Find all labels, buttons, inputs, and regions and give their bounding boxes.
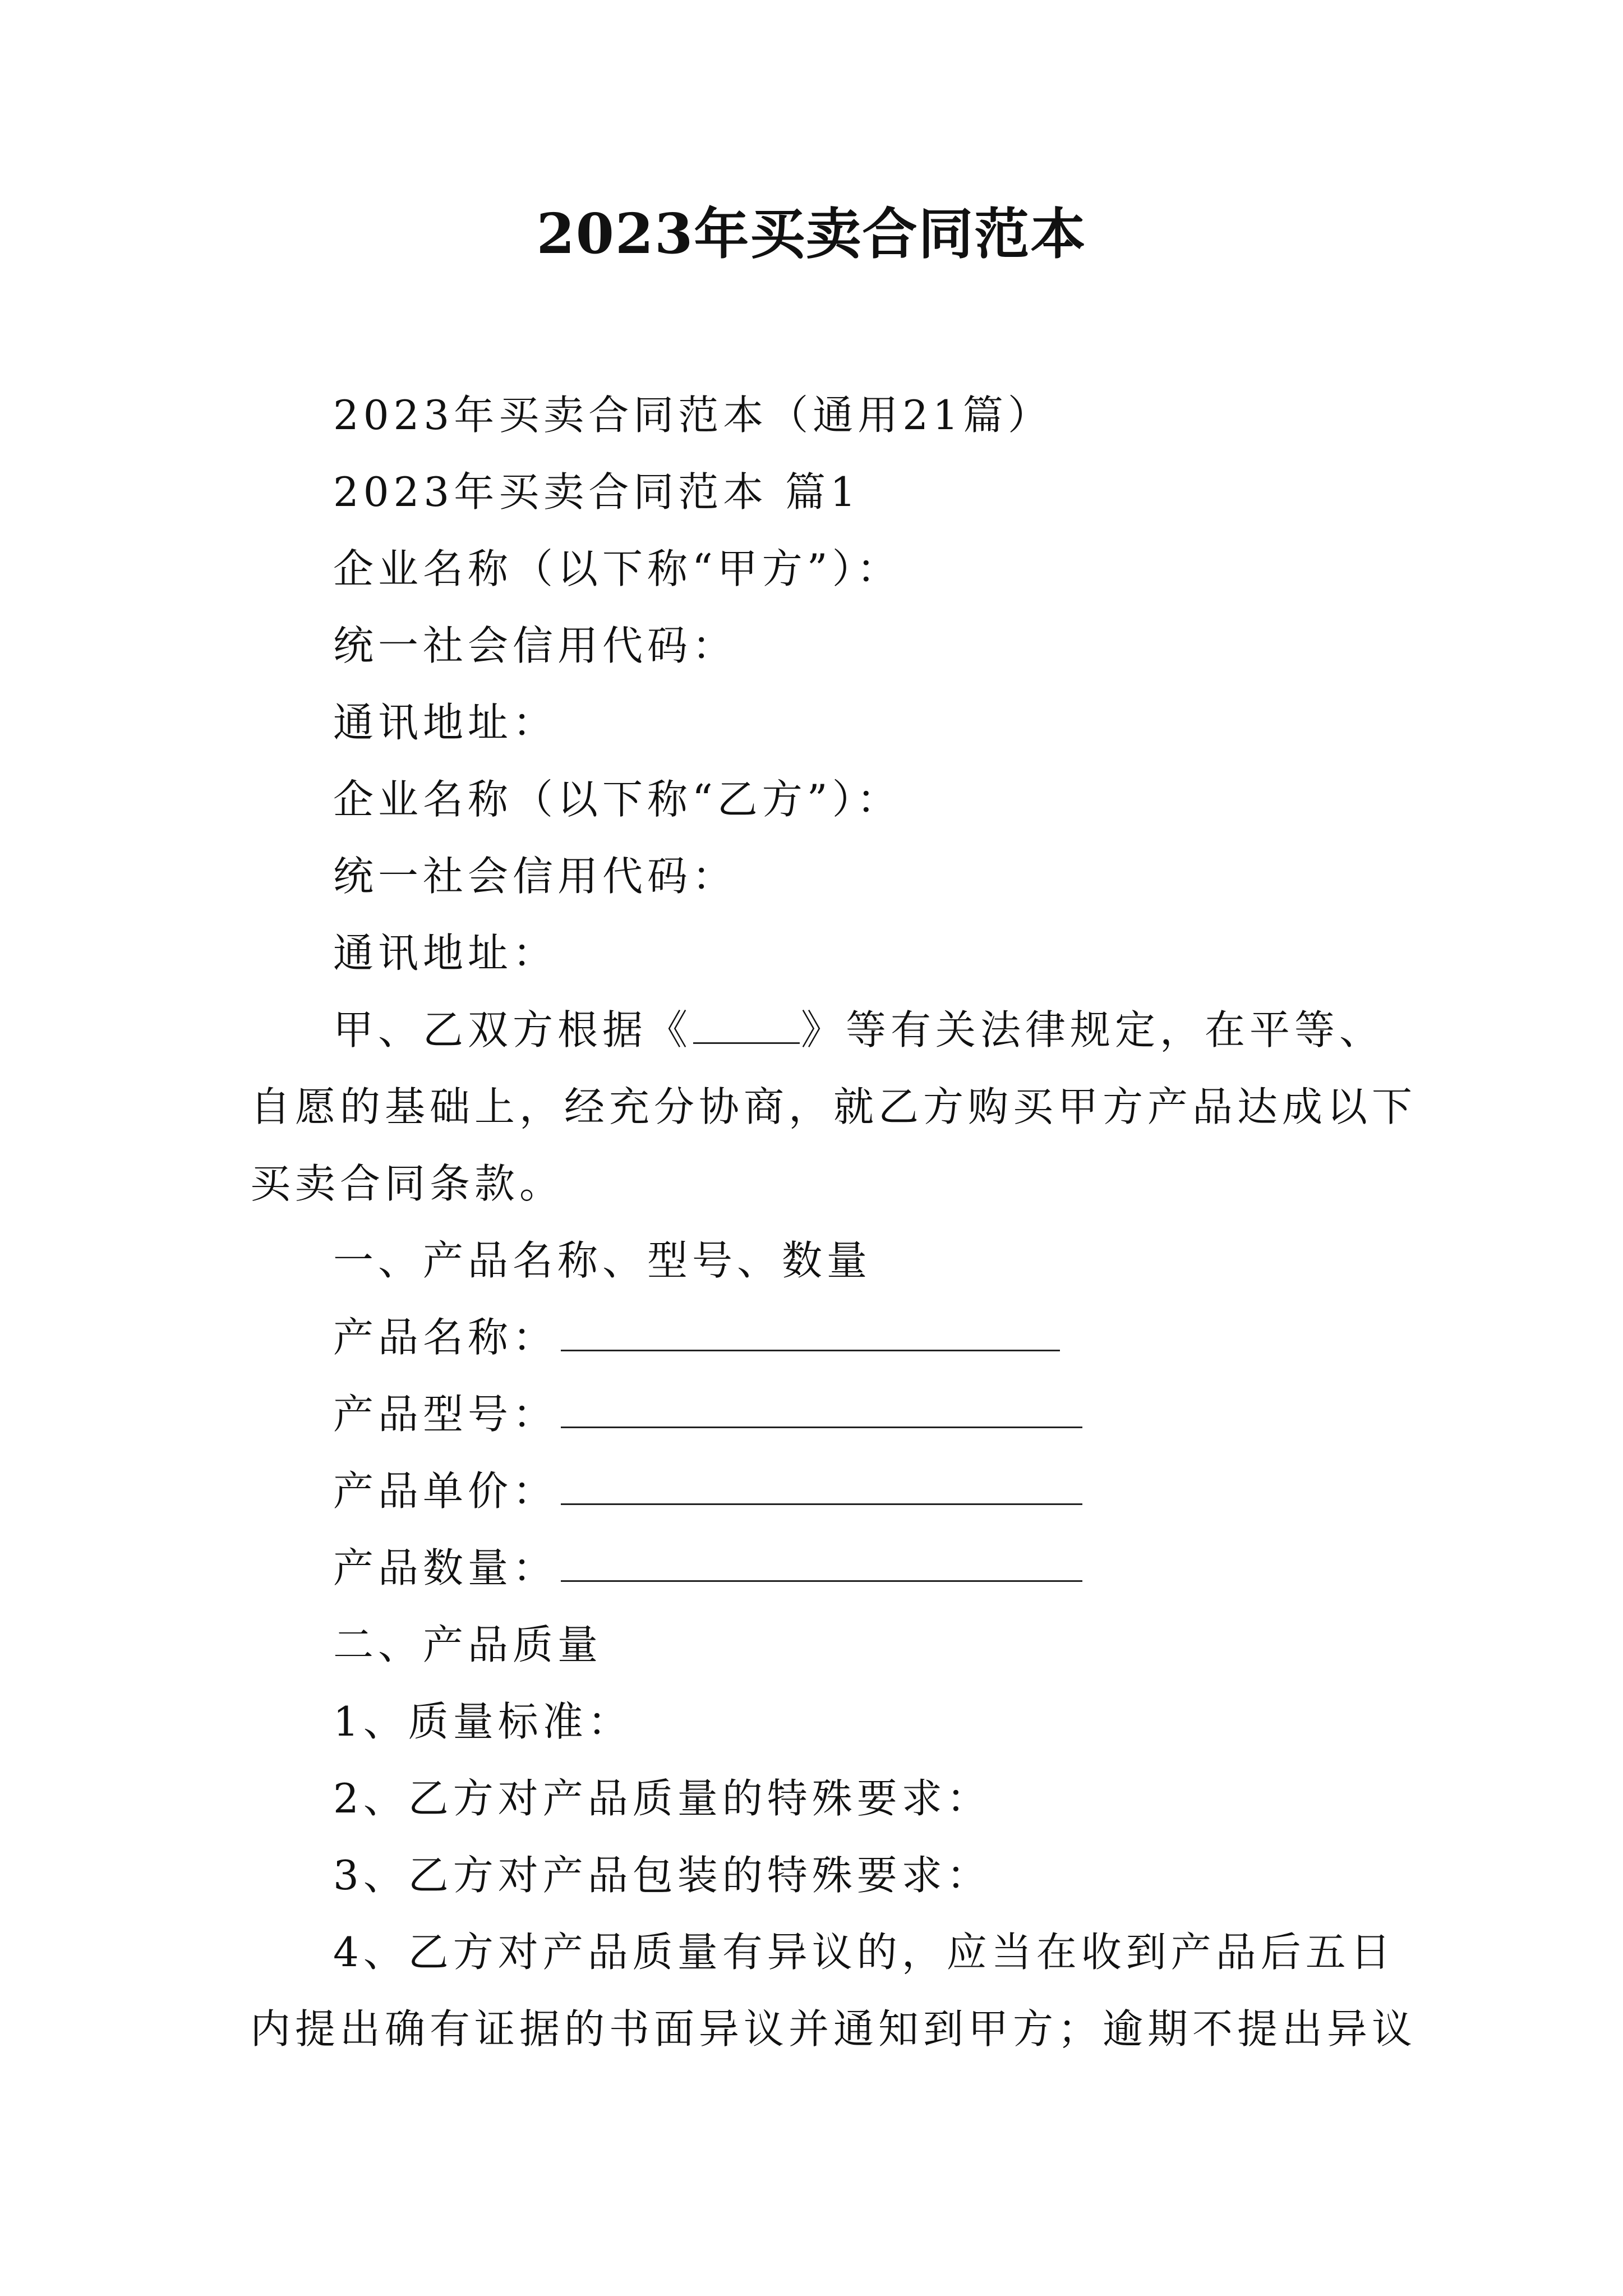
section-heading: 2023年买卖合同范本 篇1 [333,468,860,516]
clause-2-item-4-line-2: 内提出确有证据的书面异议并通知到甲方；逾期不提出异议 [250,2005,1417,2053]
clause-1-heading: 一、产品名称、型号、数量 [333,1237,872,1284]
clause-2-item-2: 2、乙方对产品质量的特殊要求： [333,1775,992,1822]
document-subtitle: 2023年买卖合同范本（通用21篇） [333,392,1053,439]
product-quantity-row [333,1540,1082,1596]
product-name-row [333,1309,1060,1365]
preamble-line-3: 买卖合同条款。 [250,1160,565,1207]
product-quantity-blank [561,1547,1082,1582]
clause-2-item-4-line-1: 4、乙方对产品质量有异议的，应当在收到产品后五日 [333,1929,1395,1976]
preamble-text-before: 甲、乙双方根据《 [333,1006,693,1053]
preamble-line-1 [333,1002,1384,1058]
product-price-blank [561,1470,1082,1505]
clause-2-item-1: 1、质量标准： [333,1698,633,1745]
clause-2-item-3: 3、乙方对产品包装的特殊要求： [333,1852,992,1899]
product-quantity-label: 产品数量： [333,1544,558,1591]
product-model-blank [561,1393,1082,1428]
preamble-line-2: 自愿的基础上，经充分协商，就乙方购买甲方产品达成以下 [250,1083,1417,1130]
party-b-credit-code-label: 统一社会信用代码： [333,853,737,900]
product-name-label: 产品名称： [333,1314,558,1361]
product-name-blank [561,1316,1060,1351]
party-a-name-label: 企业名称（以下称“甲方”）： [333,545,902,592]
party-b-address-label: 通讯地址： [333,930,558,977]
law-name-blank [693,1009,800,1044]
product-model-row [333,1386,1082,1442]
product-model-label: 产品型号： [333,1391,558,1438]
party-a-address-label: 通讯地址： [333,699,558,746]
preamble-text-after: 》等有关法律规定，在平等、 [801,1006,1385,1053]
product-price-row [333,1463,1082,1519]
clause-2-heading: 二、产品质量 [333,1621,603,1668]
product-price-label: 产品单价： [333,1467,558,1515]
document-title: 2023年买卖合同范本 [536,202,1087,266]
party-a-credit-code-label: 统一社会信用代码： [333,622,737,669]
party-b-name-label: 企业名称（以下称“乙方”）： [333,776,902,823]
